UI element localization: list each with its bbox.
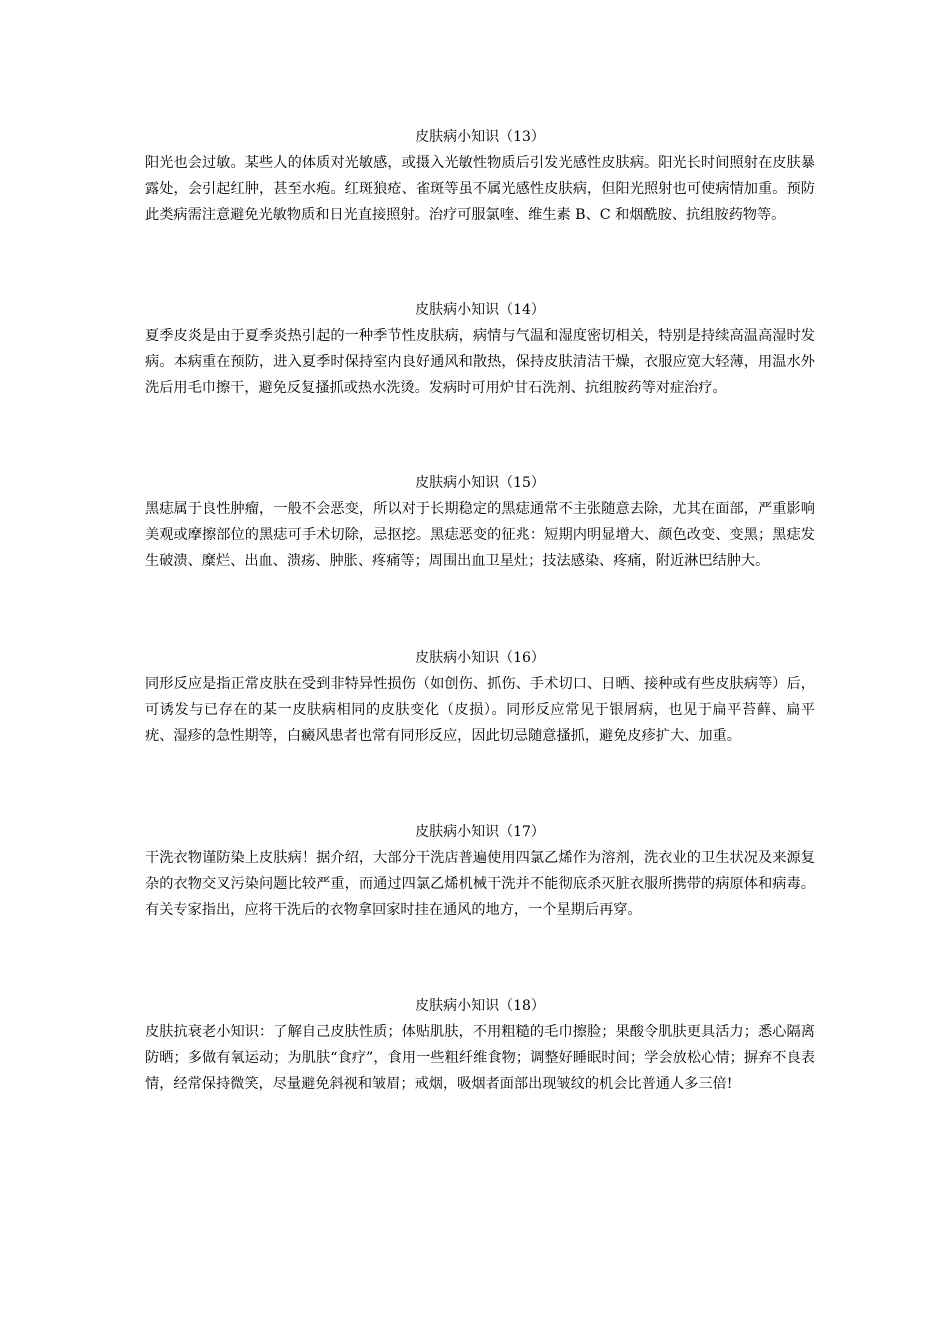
section-15	[145, 470, 815, 574]
section-title: 皮肤病小知识（13）	[415, 129, 545, 145]
section-title: 皮肤病小知识（16）	[415, 650, 545, 666]
section-body: 夏季皮炎是由于夏季炎热引起的一种季节性皮肤病，病情与气温和湿度密切相关，特别是持续高温高湿时发病。本病重在预防，进入夏季时保持室内良好通风和散热，保持皮肤清洁干燥，衣服应宽大轻薄，用温水外洗后用毛巾擦干，避免反复搔抓或热水洗烫。发病时可用炉甘石洗剂、抗组胺药等对症治疗。	[145, 328, 815, 396]
section-title: 皮肤病小知识（15）	[415, 475, 545, 491]
section-16	[145, 645, 815, 749]
section-title: 皮肤病小知识（18）	[415, 998, 545, 1014]
section-title: 皮肤病小知识（17）	[415, 824, 545, 840]
section-body: 皮肤抗衰老小知识：了解自己皮肤性质；体贴肌肤，不用粗糙的毛巾擦脸；果酸令肌肤更具活力；悉心隔离防晒；多做有氧运动；为肌肤“食疗”，食用一些粗纤维食物；调整好睡眠时间；学会放松心情；摒弃不良表情，经常保持微笑，尽量避免斜视和皱眉；戒烟，吸烟者面部出现皱纹的机会比普通人多三倍!	[145, 1024, 815, 1092]
section-body: 干洗衣物谨防染上皮肤病！据介绍，大部分干洗店普遍使用四氯乙烯作为溶剂，洗衣业的卫生状况及来源复杂的衣物交叉污染问题比较严重，而通过四氯乙烯机械干洗并不能彻底杀灭脏衣服所携带的病原体和病毒。有关专家指出，应将干洗后的衣物拿回家时挂在通风的地方，一个星期后再穿。	[145, 850, 815, 918]
section-body: 阳光也会过敏。某些人的体质对光敏感，或摄入光敏性物质后引发光感性皮肤病。阳光长时间照射在皮肤暴露处，会引起红肿，甚至水疱。红斑狼疮、雀斑等虽不属光感性皮肤病，但阳光照射也可使病情加重。预防此类病需注意避免光敏物质和日光直接照射。治疗可服氯喹、维生素 B、C 和烟酰胺、抗组胺药物等。	[145, 155, 815, 223]
section-14	[145, 297, 815, 401]
section-13	[145, 124, 815, 228]
section-18	[145, 993, 815, 1097]
section-body: 黑痣属于良性肿瘤，一般不会恶变，所以对于长期稳定的黑痣通常不主张随意去除，尤其在面部，严重影响美观或摩擦部位的黑痣可手术切除，忌抠挖。黑痣恶变的征兆：短期内明显增大、颜色改变、变黑；黑痣发生破溃、糜烂、出血、溃疡、肿胀、疼痛等；周围出血卫星灶；技法感染、疼痛，附近淋巴结肿大。	[145, 501, 815, 569]
section-17	[145, 819, 815, 923]
section-title: 皮肤病小知识（14）	[415, 302, 545, 318]
section-body: 同形反应是指正常皮肤在受到非特异性损伤（如创伤、抓伤、手术切口、日晒、接种或有些皮肤病等）后，可诱发与已存在的某一皮肤病相同的皮肤变化（皮损）。同形反应常见于银屑病，也见于扁平苔藓、扁平疣、湿疹的急性期等，白癜风患者也常有同形反应，因此切忌随意搔抓，避免皮疹扩大、加重。	[145, 676, 815, 744]
